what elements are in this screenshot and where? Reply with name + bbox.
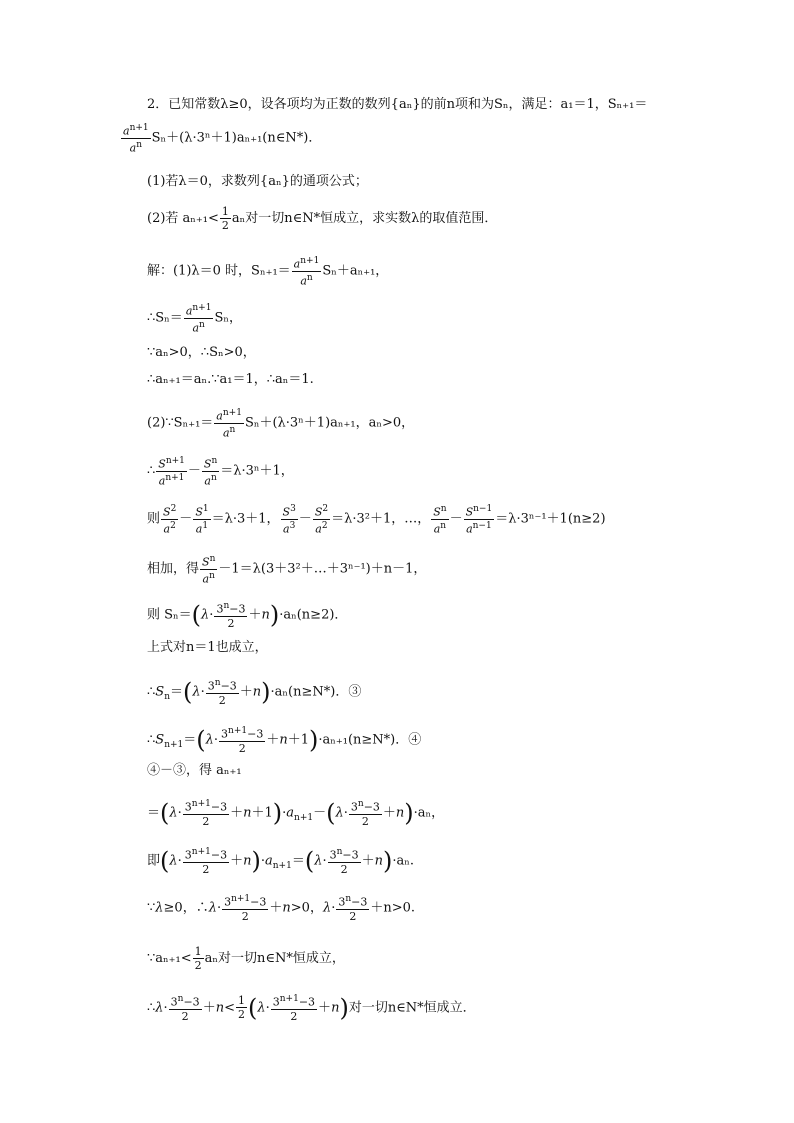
solution-line-2	[147, 302, 242, 334]
fraction: $\frac{a^{n+1}}{a^n}$	[185, 303, 212, 335]
fraction-half: $\frac{1}{2}$	[237, 994, 245, 1022]
solution-text: ·aₙ，	[413, 805, 445, 821]
solution-text: Sₙ＋aₙ₊₁，	[322, 263, 389, 279]
fraction: $\frac{3^{n+1}-3}{2}$	[184, 847, 228, 876]
solution-line-12: $\therefore S_{n+1}=(\lambda\cdot$ $\frac{3^{n+1}-3}{2}$ ＋n＋1)·aₙ₊₁(n≥N*)．④	[147, 725, 422, 755]
solution-text: ∴	[147, 463, 156, 479]
solution-line-1	[147, 255, 388, 287]
solution-text: 解：(1)λ＝0 时，Sₙ₊₁＝	[147, 263, 291, 279]
fraction: $\frac{S^1}{a^1}$	[195, 504, 209, 536]
fraction-half: $\frac{1}{2}$	[194, 945, 202, 972]
solution-line-3: ∵aₙ>0，∴Sₙ>0，	[147, 345, 256, 360]
fraction: $\frac{3^n-3}{2}$	[329, 847, 359, 876]
solution-line-18: ∴λ· $\frac{3^n-3}{2}$ ＋n< $\frac{1}{2}$ (λ· $\frac{3^{n+1}-3}{2}$ ＋n)对一切n∈N*恒成立．	[147, 993, 476, 1023]
fraction: $\frac{S^2}{a^2}$	[163, 504, 177, 536]
solution-text: ·aₙ(n≥N*)．③	[270, 684, 362, 700]
solution-line-15: 即(λ· $\frac{3^{n+1}-3}{2}$ $+n)\cdot a_{n+1}=(\lambda\cdot$ $\frac{3^n-3}{2}$ ＋n)·aₙ.	[147, 846, 415, 876]
fraction: $\frac{3^n-3}{2}$	[170, 994, 200, 1023]
solution-text: ·aₙ(n≥2)．	[279, 607, 348, 623]
solution-text: 对一切n∈N*恒成立．	[348, 1000, 476, 1016]
solution-text: aₙ对一切n∈N*恒成立，	[204, 951, 345, 966]
fraction: $\frac{3^{n+1}-3}{2}$	[184, 799, 228, 828]
problem-line-2	[120, 122, 321, 154]
fraction: $\frac{a^{n+1}}{a^n}$	[123, 123, 149, 155]
fraction: $\frac{3^n-3}{2}$	[350, 799, 380, 828]
question-2	[147, 205, 497, 232]
solution-text: －1＝λ(3＋3²＋…＋3ⁿ⁻¹)＋n－1，	[218, 561, 427, 577]
fraction: $\frac{3^{n+1}-3}{2}$	[272, 994, 316, 1023]
solution-text: ＋n>0.	[370, 900, 416, 916]
solution-line-6: ∴ $\frac{S^{n+1}}{a^{n+1}}$ － $\frac{S^n}{a^n}$ ＝λ·3ⁿ＋1，	[147, 456, 294, 488]
solution-text: ＝λ·3ⁿ＋1，	[220, 463, 294, 479]
problem-line-2-tail: Sₙ＋(λ·3ⁿ＋1)aₙ₊₁(n∈N*)．	[151, 130, 322, 146]
fraction: $\frac{S^n}{a^n}$	[433, 504, 447, 536]
solution-line-16: ∵λ≥0，∴λ· $\frac{3^{n+1}-3}{2}$ ＋n>0，λ· $\frac{3^n-3}{2}$ ＋n>0.	[147, 894, 416, 923]
fraction-half: $\frac{1}{2}$	[221, 205, 229, 232]
fraction: $\frac{3^n-3}{2}$	[207, 678, 237, 707]
solution-text: Sₙ，	[214, 310, 242, 326]
fraction: $\frac{3^{n+1}-3}{2}$	[221, 726, 264, 755]
solution-line-4: ∴aₙ₊₁＝aₙ.∵a₁＝1，∴aₙ＝1.	[147, 372, 314, 387]
solution-line-10: 上式对n＝1也成立，	[147, 640, 268, 655]
solution-line-7: 则 $\frac{S^2}{a^2}$ － $\frac{S^1}{a^1}$ ＝λ·3＋1， $\frac{S^3}{a^3}$ － $\frac{S^2}{a^2}$ ＝λ·3²＋1，…， $\frac{S^n}{a^n}$ － $\frac{S^{n-1}}{a^{n-1}}$ ＝λ·3ⁿ⁻¹＋1(n≥2)	[147, 504, 606, 536]
solution-line-14: ＝(λ· $\frac{3^{n+1}-3}{2}$ $+n+1)\cdot a_{n+1}-(\lambda\cdot$ $\frac{3^n-3}{2}$ ＋n)·aₙ，	[147, 798, 445, 828]
fraction: $\frac{S^2}{a^2}$	[314, 504, 329, 536]
fraction: $\frac{S^n}{a^n}$	[202, 554, 216, 586]
solution-text: Sₙ＋(λ·3ⁿ＋1)aₙ₊₁，aₙ>0，	[244, 415, 415, 431]
fraction: $\frac{3^{n+1}-3}{2}$	[224, 894, 267, 923]
solution-line-13: ④－③，得 aₙ₊₁	[147, 763, 242, 778]
fraction: $\frac{S^n}{a^n}$	[203, 456, 218, 488]
solution-text: ·aₙ.	[392, 853, 415, 869]
fraction: $\frac{3^n-3}{2}$	[338, 894, 368, 923]
fraction: $\frac{S^{n-1}}{a^{n-1}}$	[465, 504, 493, 536]
fraction: $\frac{a^{n+1}}{a^n}$	[293, 256, 320, 288]
fraction: $\frac{a^{n+1}}{a^n}$	[216, 408, 242, 440]
fraction: $\frac{S^3}{a^3}$	[282, 504, 296, 536]
solution-line-9: 则 Sₙ＝(λ· $\frac{3^n-3}{2}$ ＋n)·aₙ(n≥2)．	[147, 600, 348, 630]
solution-text: ＝λ·3＋1，	[211, 511, 280, 527]
solution-text: ∵aₙ₊₁<	[147, 951, 192, 966]
solution-line-11: $\therefore S_n=(\lambda\cdot$ $\frac{3^n-3}{2}$ ＋n)·aₙ(n≥N*)．③	[147, 677, 362, 707]
solution-text: 则 Sₙ＝	[147, 607, 192, 623]
question-2-pre: (2)若 aₙ₊₁<	[147, 211, 219, 226]
solution-text: ＝λ·3ⁿ⁻¹＋1(n≥2)	[495, 511, 606, 527]
problem-line-1: 2．已知常数λ≥0，设各项均为正数的数列{aₙ}的前n项和为Sₙ，满足：a₁＝1，Sₙ₊₁＝	[147, 97, 648, 112]
solution-line-5	[147, 407, 414, 439]
solution-line-8	[147, 553, 426, 585]
fraction: $\frac{S^{n+1}}{a^{n+1}}$	[158, 456, 185, 488]
solution-line-17	[147, 945, 345, 972]
solution-text: 相加，得	[147, 561, 200, 577]
solution-text: (2)∵Sₙ₊₁＝	[147, 415, 214, 431]
solution-text: ·aₙ₊₁(n≥N*)．④	[318, 732, 422, 748]
question-2-post: aₙ对一切n∈N*恒成立，求实数λ的取值范围．	[231, 211, 498, 226]
solution-text: ∴Sₙ＝	[147, 310, 183, 326]
fraction: $\frac{3^n-3}{2}$	[216, 601, 246, 630]
solution-text: ＝λ·3²＋1，…，	[331, 511, 431, 527]
question-1: (1)若λ＝0，求数列{aₙ}的通项公式；	[147, 174, 368, 189]
